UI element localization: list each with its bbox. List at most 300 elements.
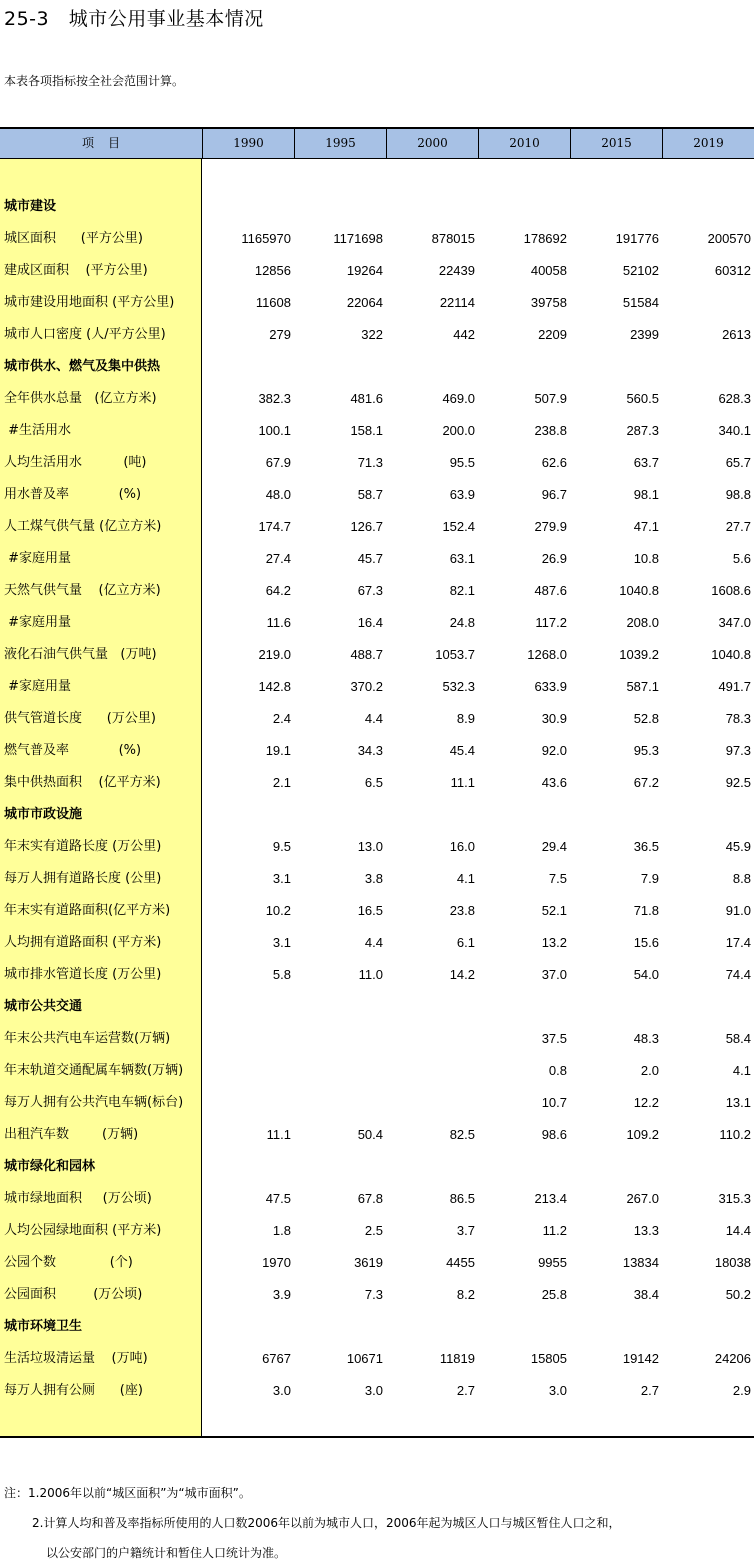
value-cell <box>477 991 567 1023</box>
value-cell <box>201 991 291 1023</box>
value-cell: 45.7 <box>357 551 383 566</box>
value-cell <box>201 1311 291 1343</box>
value-cell: 11.0 <box>358 967 383 982</box>
value-cell: 100.1 <box>258 423 291 438</box>
section-row <box>0 1311 754 1343</box>
value-cell <box>569 1311 659 1343</box>
table-row <box>0 415 754 447</box>
value-cell: 11.1 <box>266 1127 291 1142</box>
value-cell: 9955 <box>538 1255 567 1270</box>
row-label: 人均拥有道路面积 (平方米) <box>4 935 162 950</box>
value-cell <box>293 1023 383 1055</box>
value-cell: 14.2 <box>449 967 475 982</box>
value-cell: 3619 <box>354 1255 383 1270</box>
value-cell: 200.0 <box>442 423 475 438</box>
value-cell: 11608 <box>255 295 291 310</box>
value-cell: 92.0 <box>541 743 567 758</box>
value-cell: 488.7 <box>350 647 383 662</box>
value-cell: 2.4 <box>272 711 291 726</box>
value-cell: 10.8 <box>633 551 659 566</box>
row-label: #家庭用量 <box>4 679 72 694</box>
table-row <box>0 255 754 287</box>
row-label: #家庭用量 <box>4 615 72 630</box>
value-cell: 47.1 <box>633 519 659 534</box>
value-cell: 98.1 <box>633 487 659 502</box>
header-year: 2000 <box>386 129 478 158</box>
row-label: #生活用水 <box>4 423 72 438</box>
bottom-rule <box>0 1436 754 1438</box>
table-row <box>0 767 754 799</box>
value-cell: 36.5 <box>633 839 659 854</box>
value-cell: 109.2 <box>626 1127 659 1142</box>
value-cell: 45.4 <box>449 743 475 758</box>
value-cell: 3.0 <box>548 1383 567 1398</box>
value-cell: 3.9 <box>272 1287 291 1302</box>
value-cell: 4.4 <box>364 711 383 726</box>
value-cell <box>293 991 383 1023</box>
value-cell: 13.2 <box>541 935 567 950</box>
value-cell <box>385 1087 475 1119</box>
value-cell: 191776 <box>615 231 659 246</box>
value-cell <box>293 1311 383 1343</box>
row-label: 供气管道长度 (万公里) <box>4 711 156 726</box>
header-year: 1990 <box>202 129 294 158</box>
value-cell: 7.5 <box>548 871 567 886</box>
value-cell: 481.6 <box>350 391 383 406</box>
section-row <box>0 991 754 1023</box>
value-cell: 878015 <box>431 231 475 246</box>
value-cell <box>477 1151 567 1183</box>
value-cell: 67.8 <box>357 1191 383 1206</box>
value-cell: 34.3 <box>357 743 383 758</box>
table-header <box>0 129 754 158</box>
header-year: 1995 <box>294 129 386 158</box>
value-cell: 30.9 <box>541 711 567 726</box>
value-cell <box>385 1151 475 1183</box>
value-cell: 22114 <box>439 295 475 310</box>
value-cell: 60312 <box>714 263 751 278</box>
table-row <box>0 1023 754 1055</box>
row-label: 燃气普及率 (%) <box>4 743 142 758</box>
row-label: 城市排水管道长度 (万公里) <box>4 967 162 982</box>
table-row <box>0 671 754 703</box>
row-label: 公园面积 (万公顷) <box>4 1287 143 1302</box>
footnotes <box>4 1478 621 1568</box>
row-label: 城市建设用地面积 (平方公里) <box>4 295 175 310</box>
value-cell: 347.0 <box>718 615 751 630</box>
row-label: 用水普及率 (%) <box>4 487 142 502</box>
value-cell: 9.5 <box>272 839 291 854</box>
value-cell: 279 <box>269 327 291 342</box>
value-cell <box>293 1087 383 1119</box>
value-cell: 3.7 <box>456 1223 475 1238</box>
section-label: 城市公共交通 <box>4 999 83 1014</box>
table-row <box>0 927 754 959</box>
value-cell: 25.8 <box>541 1287 567 1302</box>
row-label: 全年供水总量 (亿立方米) <box>4 391 157 406</box>
value-cell <box>201 1151 291 1183</box>
table-row <box>0 1215 754 1247</box>
footnote: 注：1.2006年以前“城区面积”为“城市面积”。 <box>4 1486 251 1500</box>
value-cell: 5.6 <box>732 551 751 566</box>
value-cell: 15805 <box>530 1351 567 1366</box>
value-cell: 24206 <box>714 1351 751 1366</box>
value-cell: 110.2 <box>719 1127 751 1142</box>
row-label: 每万人拥有公厕 (座) <box>4 1383 143 1398</box>
value-cell: 82.1 <box>449 583 475 598</box>
header-item: 项目 <box>81 136 134 150</box>
table-row <box>0 575 754 607</box>
section-row <box>0 1151 754 1183</box>
row-label: 公园个数 (个) <box>4 1255 133 1270</box>
row-label: 人工煤气供气量 (亿立方米) <box>4 519 162 534</box>
value-cell: 532.3 <box>442 679 475 694</box>
page-title: 25-3 城市公用事业基本情况 <box>4 8 264 30</box>
value-cell: 22439 <box>438 263 475 278</box>
value-cell <box>385 1311 475 1343</box>
value-cell: 78.3 <box>725 711 751 726</box>
value-cell <box>385 351 475 383</box>
value-cell: 13.3 <box>633 1223 659 1238</box>
value-cell: 15.6 <box>633 935 659 950</box>
value-cell: 48.0 <box>265 487 291 502</box>
section-label: 城市供水、燃气及集中供热 <box>4 359 161 374</box>
value-cell: 52102 <box>622 263 659 278</box>
value-cell: 98.6 <box>541 1127 567 1142</box>
table-row <box>0 1087 754 1119</box>
value-cell <box>385 191 475 223</box>
value-cell: 91.0 <box>725 903 751 918</box>
value-cell <box>201 1055 291 1087</box>
value-cell: 52.1 <box>541 903 567 918</box>
value-cell: 24.8 <box>449 615 475 630</box>
value-cell: 491.7 <box>718 679 751 694</box>
section-label: 城市环境卫生 <box>4 1319 83 1334</box>
value-cell: 382.3 <box>258 391 291 406</box>
footnote: 2.计算人均和普及率指标所使用的人口数2006年以前为城市人口，2006年起为城区人口与城区暂住人口之和， <box>32 1516 621 1530</box>
value-cell: 11.6 <box>266 615 291 630</box>
value-cell: 7.9 <box>640 871 659 886</box>
value-cell: 3.1 <box>272 935 291 950</box>
row-label: 城市人口密度 (人/平方公里) <box>4 327 166 342</box>
table-row <box>0 1055 754 1087</box>
value-cell: 58.7 <box>357 487 383 502</box>
value-cell: 19142 <box>622 1351 659 1366</box>
value-cell: 22064 <box>346 295 383 310</box>
value-cell <box>661 351 751 383</box>
value-cell: 1053.7 <box>435 647 475 662</box>
value-cell: 47.5 <box>265 1191 291 1206</box>
value-cell <box>661 991 751 1023</box>
table-row <box>0 703 754 735</box>
value-cell: 200570 <box>707 231 751 246</box>
value-cell: 10.7 <box>541 1095 567 1110</box>
value-cell <box>477 351 567 383</box>
value-cell: 287.3 <box>626 423 659 438</box>
table-row <box>0 1375 754 1407</box>
value-cell <box>477 799 567 831</box>
value-cell: 95.3 <box>633 743 659 758</box>
value-cell: 560.5 <box>626 391 659 406</box>
value-cell <box>293 191 383 223</box>
value-cell: 62.6 <box>541 455 567 470</box>
value-cell: 219.0 <box>258 647 291 662</box>
value-cell: 2.9 <box>732 1383 751 1398</box>
value-cell <box>293 1055 383 1087</box>
value-cell: 65.7 <box>725 455 751 470</box>
value-cell: 38.4 <box>633 1287 659 1302</box>
value-cell: 178692 <box>523 231 567 246</box>
value-cell: 2399 <box>630 327 659 342</box>
value-cell <box>293 351 383 383</box>
value-cell <box>385 991 475 1023</box>
value-cell <box>201 1087 291 1119</box>
row-label: 每万人拥有公共汽电车辆(标台) <box>4 1095 184 1110</box>
value-cell: 587.1 <box>626 679 659 694</box>
table-row <box>0 1343 754 1375</box>
value-cell <box>477 191 567 223</box>
row-label: 城市绿地面积 (万公顷) <box>4 1191 152 1206</box>
value-cell <box>661 1151 751 1183</box>
table-row <box>0 511 754 543</box>
value-cell: 2.0 <box>640 1063 659 1078</box>
section-row <box>0 191 754 223</box>
value-cell: 213.4 <box>534 1191 567 1206</box>
value-cell: 13.0 <box>357 839 383 854</box>
value-cell: 40058 <box>530 263 567 278</box>
value-cell: 1165970 <box>241 231 291 246</box>
value-cell: 52.8 <box>633 711 659 726</box>
table-row <box>0 319 754 351</box>
section-label: 城市建设 <box>4 199 57 214</box>
table-row <box>0 223 754 255</box>
value-cell: 64.2 <box>265 583 291 598</box>
value-cell: 1.8 <box>272 1223 291 1238</box>
table-row <box>0 895 754 927</box>
table-row <box>0 479 754 511</box>
row-label: 建成区面积 (平方公里) <box>4 263 148 278</box>
table-row <box>0 831 754 863</box>
value-cell: 507.9 <box>534 391 567 406</box>
value-cell: 126.7 <box>350 519 383 534</box>
row-label: 出租汽车数 (万辆) <box>4 1127 139 1142</box>
section-label: 城市市政设施 <box>4 807 83 822</box>
value-cell: 12856 <box>254 263 291 278</box>
value-cell: 3.0 <box>364 1383 383 1398</box>
value-cell: 19.1 <box>265 743 291 758</box>
row-label: 集中供热面积 (亿平方米) <box>4 775 161 790</box>
table-row <box>0 1183 754 1215</box>
table-row <box>0 447 754 479</box>
value-cell: 39758 <box>530 295 567 310</box>
value-cell: 27.7 <box>725 519 751 534</box>
value-cell: 29.4 <box>541 839 567 854</box>
table-row <box>0 1247 754 1279</box>
value-cell: 628.3 <box>718 391 751 406</box>
value-cell: 11819 <box>439 1351 475 1366</box>
value-cell: 67.3 <box>357 583 383 598</box>
value-cell: 10.2 <box>265 903 291 918</box>
value-cell: 82.5 <box>449 1127 475 1142</box>
value-cell: 16.0 <box>449 839 475 854</box>
value-cell: 5.8 <box>272 967 291 982</box>
value-cell: 17.4 <box>725 935 751 950</box>
value-cell <box>201 799 291 831</box>
value-cell: 67.2 <box>633 775 659 790</box>
value-cell: 10671 <box>346 1351 383 1366</box>
value-cell: 11.1 <box>450 775 475 790</box>
row-label: 人均生活用水 (吨) <box>4 455 147 470</box>
row-label: 人均公园绿地面积 (平方米) <box>4 1223 162 1238</box>
value-cell <box>385 1023 475 1055</box>
value-cell: 92.5 <box>725 775 751 790</box>
value-cell: 11.2 <box>542 1223 567 1238</box>
value-cell: 18038 <box>714 1255 751 1270</box>
value-cell: 340.1 <box>718 423 751 438</box>
value-cell: 14.4 <box>725 1223 751 1238</box>
row-label: 城区面积 (平方公里) <box>4 231 143 246</box>
value-cell <box>477 1311 567 1343</box>
data-table <box>0 127 754 1438</box>
value-cell: 23.8 <box>449 903 475 918</box>
value-cell <box>201 351 291 383</box>
value-cell <box>569 799 659 831</box>
value-cell: 152.4 <box>442 519 475 534</box>
value-cell: 1171698 <box>333 231 383 246</box>
value-cell: 98.8 <box>725 487 751 502</box>
value-cell: 442 <box>453 327 475 342</box>
value-cell <box>385 799 475 831</box>
table-row <box>0 639 754 671</box>
value-cell: 26.9 <box>541 551 567 566</box>
row-label: #家庭用量 <box>4 551 72 566</box>
value-cell: 4.1 <box>456 871 475 886</box>
value-cell: 6767 <box>262 1351 291 1366</box>
value-cell: 158.1 <box>350 423 383 438</box>
value-cell: 6.1 <box>456 935 475 950</box>
value-cell: 1040.8 <box>711 647 751 662</box>
value-cell: 74.4 <box>725 967 751 982</box>
table-row <box>0 607 754 639</box>
value-cell: 142.8 <box>258 679 291 694</box>
value-cell <box>385 1055 475 1087</box>
value-cell: 3.8 <box>364 871 383 886</box>
table-row <box>0 735 754 767</box>
value-cell <box>661 799 751 831</box>
table-row <box>0 287 754 319</box>
value-cell: 0.8 <box>548 1063 567 1078</box>
value-cell: 208.0 <box>626 615 659 630</box>
value-cell: 8.9 <box>456 711 475 726</box>
value-cell: 4455 <box>446 1255 475 1270</box>
row-label: 年末实有道路长度 (万公里) <box>4 839 162 854</box>
value-cell: 97.3 <box>725 743 751 758</box>
value-cell: 238.8 <box>534 423 567 438</box>
section-label: 城市绿化和园林 <box>4 1159 96 1174</box>
value-cell: 71.8 <box>633 903 659 918</box>
row-label: 生活垃圾清运量 (万吨) <box>4 1351 148 1366</box>
value-cell: 2209 <box>538 327 567 342</box>
value-cell: 95.5 <box>449 455 475 470</box>
value-cell: 2613 <box>722 327 751 342</box>
value-cell: 43.6 <box>541 775 567 790</box>
value-cell: 2.5 <box>364 1223 383 1238</box>
section-row <box>0 799 754 831</box>
value-cell: 12.2 <box>633 1095 659 1110</box>
value-cell: 63.9 <box>449 487 475 502</box>
value-cell: 267.0 <box>626 1191 659 1206</box>
table-row <box>0 863 754 895</box>
value-cell: 279.9 <box>534 519 567 534</box>
section-row <box>0 351 754 383</box>
value-cell: 8.2 <box>456 1287 475 1302</box>
value-cell: 487.6 <box>534 583 567 598</box>
value-cell <box>293 1151 383 1183</box>
header-year: 2019 <box>662 129 754 158</box>
header-year: 2010 <box>478 129 570 158</box>
value-cell: 322 <box>361 327 383 342</box>
row-label: 年末公共汽电车运营数(万辆) <box>4 1031 171 1046</box>
value-cell: 8.8 <box>732 871 751 886</box>
value-cell: 58.4 <box>725 1031 751 1046</box>
value-cell: 45.9 <box>725 839 751 854</box>
row-label: 天然气供气量 (亿立方米) <box>4 583 161 598</box>
top-rule <box>0 127 754 129</box>
value-cell <box>569 991 659 1023</box>
value-cell: 51584 <box>622 295 659 310</box>
value-cell: 1040.8 <box>619 583 659 598</box>
value-cell: 86.5 <box>449 1191 475 1206</box>
table-row <box>0 959 754 991</box>
value-cell: 48.3 <box>633 1031 659 1046</box>
value-cell: 7.3 <box>364 1287 383 1302</box>
value-cell: 96.7 <box>541 487 567 502</box>
value-cell: 50.2 <box>725 1287 751 1302</box>
value-cell: 63.7 <box>633 455 659 470</box>
value-cell: 3.0 <box>272 1383 291 1398</box>
value-cell: 370.2 <box>350 679 383 694</box>
value-cell: 1608.6 <box>711 583 751 598</box>
value-cell <box>569 1151 659 1183</box>
row-label: 年末轨道交通配属车辆数(万辆) <box>4 1063 184 1078</box>
value-cell: 16.5 <box>357 903 383 918</box>
value-cell: 13834 <box>622 1255 659 1270</box>
value-cell: 1039.2 <box>619 647 659 662</box>
value-cell: 13.1 <box>725 1095 751 1110</box>
value-cell: 63.1 <box>449 551 475 566</box>
value-cell <box>569 191 659 223</box>
footnote: 以公安部门的户籍统计和暂住人口统计为准。 <box>46 1546 287 1560</box>
value-cell: 2.7 <box>456 1383 475 1398</box>
value-cell: 2.1 <box>272 775 291 790</box>
row-label: 每万人拥有道路长度 (公里) <box>4 871 162 886</box>
row-label: 年末实有道路面积(亿平方米) <box>4 903 171 918</box>
value-cell: 4.4 <box>364 935 383 950</box>
value-cell: 37.0 <box>541 967 567 982</box>
value-cell: 1970 <box>262 1255 291 1270</box>
value-cell <box>201 1023 291 1055</box>
value-cell <box>661 1311 751 1343</box>
value-cell: 3.1 <box>272 871 291 886</box>
value-cell: 2.7 <box>640 1383 659 1398</box>
value-cell: 633.9 <box>534 679 567 694</box>
value-cell: 4.1 <box>732 1063 751 1078</box>
value-cell <box>201 191 291 223</box>
value-cell: 37.5 <box>541 1031 567 1046</box>
table-row <box>0 1279 754 1311</box>
value-cell: 54.0 <box>633 967 659 982</box>
table-row <box>0 1119 754 1151</box>
